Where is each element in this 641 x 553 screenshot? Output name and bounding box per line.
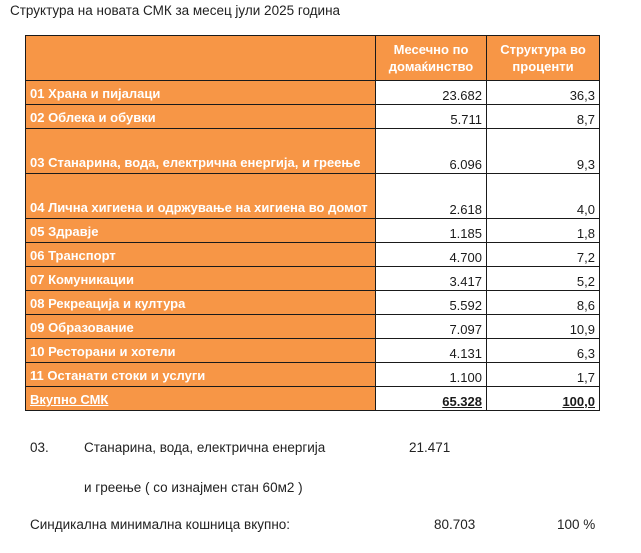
table-header-row	[26, 36, 600, 81]
summary-label: Синдикална минимална кошница вкупно:	[30, 517, 291, 532]
total-monthly: 65.328	[376, 387, 487, 411]
row-category: 06 Транспорт	[26, 243, 376, 267]
table-row	[26, 363, 600, 387]
row-percent: 5,2	[487, 267, 600, 291]
table-row	[26, 81, 600, 105]
note-line-1: Станарина, вода, електрична енергија	[84, 440, 326, 455]
table-row	[26, 315, 600, 339]
row-monthly: 1.100	[376, 363, 487, 387]
header-monthly: Месечно по домаќинство	[376, 36, 487, 81]
note-code: 03.	[30, 440, 49, 455]
table-row	[26, 291, 600, 315]
row-category: 04 Лична хигиена и одржување на хигиена во домот	[26, 174, 376, 219]
row-monthly: 23.682	[376, 81, 487, 105]
total-percent: 100,0	[487, 387, 600, 411]
summary-value: 80.703	[434, 517, 476, 532]
table-row	[26, 267, 600, 291]
row-percent: 6,3	[487, 339, 600, 363]
row-percent: 1,7	[487, 363, 600, 387]
row-category: 10 Ресторани и хотели	[26, 339, 376, 363]
table-total-row	[26, 387, 600, 411]
row-monthly: 7.097	[376, 315, 487, 339]
row-monthly: 4.700	[376, 243, 487, 267]
table-row	[26, 339, 600, 363]
smk-structure-table	[25, 35, 600, 411]
row-percent: 8,7	[487, 105, 600, 129]
row-monthly: 4.131	[376, 339, 487, 363]
row-monthly: 1.185	[376, 219, 487, 243]
row-monthly: 5.592	[376, 291, 487, 315]
row-percent: 7,2	[487, 243, 600, 267]
header-category	[26, 36, 376, 81]
total-label: Вкупно СМК	[26, 387, 376, 411]
row-category: 01 Храна и пијалаци	[26, 81, 376, 105]
table-row	[26, 219, 600, 243]
row-monthly: 6.096	[376, 129, 487, 174]
row-category: 02 Облека и обувки	[26, 105, 376, 129]
row-category: 11 Останати стоки и услуги	[26, 363, 376, 387]
table-row	[26, 105, 600, 129]
row-percent: 36,3	[487, 81, 600, 105]
row-monthly: 2.618	[376, 174, 487, 219]
table-row	[26, 174, 600, 219]
row-monthly: 3.417	[376, 267, 487, 291]
table-row	[26, 243, 600, 267]
page-title: Структура на новата СМК за месец јули 2025 година	[10, 3, 341, 18]
row-category: 07 Комуникации	[26, 267, 376, 291]
row-category: 03 Станарина, вода, електрична енергија, и греење	[26, 129, 376, 174]
summary-percent: 100 %	[557, 517, 596, 532]
row-percent: 9,3	[487, 129, 600, 174]
row-percent: 8,6	[487, 291, 600, 315]
row-category: 09 Образование	[26, 315, 376, 339]
row-category: 05 Здравје	[26, 219, 376, 243]
table-row	[26, 129, 600, 174]
row-monthly: 5.711	[376, 105, 487, 129]
row-percent: 4,0	[487, 174, 600, 219]
row-category: 08 Рекреација и култура	[26, 291, 376, 315]
row-percent: 10,9	[487, 315, 600, 339]
note-line-2: и греење ( со изнајмен стан 60м2 )	[84, 480, 303, 495]
note-value: 21.471	[409, 440, 451, 455]
row-percent: 1,8	[487, 219, 600, 243]
header-structure: Структура во проценти	[487, 36, 600, 81]
